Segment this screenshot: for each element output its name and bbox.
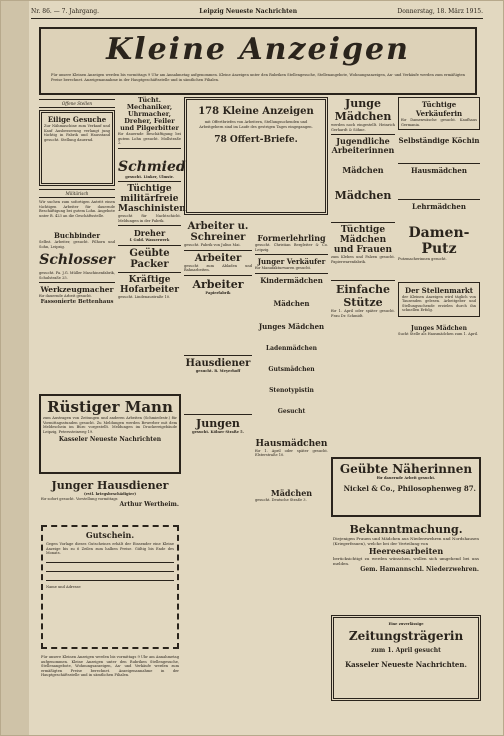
section-heading: Offene Stellen — [39, 99, 115, 108]
ad-body: gesucht. Christian Bergleiter & Co. Leipzig. — [255, 243, 328, 252]
ad-subtitle: Papierfabrik — [205, 290, 231, 295]
ad-body: gesucht. Fa. J.G. Müller Maschinenfabrik, Schulstraße 25. — [39, 271, 115, 280]
ad-title: Dreher — [133, 228, 166, 238]
ad-signature: Kasseler Neueste Nachrichten. — [345, 659, 467, 669]
ad-title: Stenotypistin — [269, 386, 314, 394]
ad-body: gesucht. R. Meyerhoff — [195, 369, 241, 373]
ad-body: Selbst. Arbeiter, gesucht. Pilhorn und Sohn, Leipzig. — [39, 240, 115, 249]
ad-eilige-gesuche — [39, 110, 115, 186]
ad-title: Fassonierte Bettenhaus — [40, 298, 114, 305]
ad-body: für 1. April oder später gesucht. Elsterstraße 10. — [255, 448, 328, 457]
ad-178-anzeigen — [184, 97, 328, 215]
footer-text: Für unsere Kleinen Anzeigen werden bis vormittags 9 Uhr am Annahmetag aufgenommen. Kleine Anzeigen unter den Rubriken Stellengesuche, Stellenangebote, Wohnungsanzeigen, An- und Verkäufe werden zum ermäßigten Preise berechnet. Anzeigenannahme in der Hauptgeschäftsstelle und in sämtlichen Filialen. — [41, 655, 179, 677]
ad-hausdiener — [39, 477, 181, 521]
ad-title: Eilige Gesuche — [47, 115, 107, 124]
ad-body: Zur Nähmaschine zum Verkauf und Kauf Ausbesserung verlangt jung tüchtig in Fabrik und Hausstand gesucht. Stellung dauernd. — [44, 124, 110, 142]
ad-title: Geübte Näherinnen — [339, 462, 473, 476]
ad-body: berücksichtigt zu werden wünschen, wollen sich umgehend bei uns melden. — [333, 556, 479, 566]
ad-body: werden noch eingestellt. Heinrich Gerhardt & Söhne. — [331, 123, 395, 132]
issue-date: Donnerstag, 18. März 1915. — [397, 7, 483, 15]
banner-subtitle: Für unsere Kleinen Anzeigen werden bis vormittags 9 Uhr am Annahmetag aufgenommen. Kleine Anzeigen unter den Rubriken Stellengesuche, Stellenangebote, Wohnungsanzeigen, An- und Verkäufe werden zum ermäßigten Preise berechnet. Anzeigenannahme in der Hauptgeschäftsstelle und in sämtlichen Filialen. — [51, 73, 465, 82]
ad-title: Jugendliche Arbeiterinnen — [331, 136, 395, 155]
ad-body: Diejenigen Frauen und Mädchen aus Niederzwehren und Nordshausen (Kriegerfrauen), welche bei der Verteilung von — [333, 536, 479, 546]
ad-title: Arbeiter — [192, 277, 244, 291]
ad-title: Tüchtige Mädchen und Frauen — [333, 225, 393, 255]
ad-body: der Kleinen Anzeigen wird täglich von Tausenden gelesen. Arbeitgeber und Stellungsuchende erzielen durch ihn schnellen Erfolg. — [402, 294, 476, 312]
ad-body: gesucht für Nachtschicht. Meldungen in der Fabrik. — [118, 214, 181, 223]
ad-title: Junger Verkäufer — [257, 257, 326, 266]
ad-body: für 1. April oder später gesucht. Frau Dr. Schmidt. — [331, 309, 395, 318]
column-3a — [184, 221, 252, 434]
ad-title: 178 Kleine Anzeigen — [198, 106, 314, 117]
page-header — [31, 5, 483, 17]
ad-body: gesucht. Kölner Straße 5. — [192, 429, 244, 434]
ad-title: Formerlehrling — [257, 233, 326, 243]
ad-body: Wir suchen zum sofortigen Antritt einen tüchtigen Arbeiter für dauernde Beschäftigung bei gutem Lohn. Angebote unter B. 423 an die Geschäftsstelle. — [39, 200, 115, 218]
column-3 — [184, 97, 328, 218]
ad-title: Damen-Putz — [408, 225, 470, 257]
header-rule — [31, 18, 483, 19]
ad-subtitle: (evtl. kriegsbeschädigter) — [83, 492, 137, 496]
binding-gutter — [1, 1, 29, 736]
ad-title: Junge Mädchen — [334, 97, 392, 123]
ad-title: Gutsmädchen — [268, 365, 315, 373]
ad-title: Arbeiter u. Schreiner — [187, 221, 249, 243]
ad-footer: 78 Offert-Briefe. — [214, 135, 298, 145]
ad-title: Der Stellenmarkt — [405, 285, 473, 295]
banner-title: Kleine Anzeigen — [106, 32, 410, 67]
ad-title: Mädchen — [342, 165, 384, 175]
ad-emphasis: Heereesarbeiten — [368, 546, 444, 556]
ad-body: gesucht zum Abladen und Bahnarbeiten. — [184, 263, 252, 272]
ad-body: Sucht Stelle als Hausmädchen zum 1. April. — [398, 331, 479, 336]
coupon-title: Gutschein. — [85, 530, 135, 540]
ad-zeitungstraegerin — [331, 615, 481, 701]
ad-title: Mädchen — [273, 298, 310, 308]
column-4 — [331, 97, 395, 318]
ad-title: Kindermädchen — [260, 275, 323, 285]
ad-title: Rüstiger Mann — [47, 398, 173, 416]
ad-stellenmarkt — [398, 282, 480, 317]
ad-body: zum Austragen von Zeitungen und anderen Arbeiten (Schmiedestr.) für Vormittagsstunden gesucht. Zu Meldungen werden Bewerber mit dem Meldeschein im Büro vorgestellt. Meldungen im Druckereigebäude Leipzig, Peterssteinweg 19. — [43, 416, 177, 434]
column-1 — [39, 97, 115, 305]
ad-title: Zeitungsträgerin — [348, 628, 464, 643]
ad-signature: Kasseler Neueste Nachrichten — [58, 436, 162, 443]
ad-title: Buchbinder — [53, 231, 101, 240]
ad-title: Lehrmädchen — [412, 202, 466, 211]
ad-body: für Damenwäsche gesucht. Kaufhaus Germania. — [401, 118, 477, 127]
ad-title: Junger Hausdiener — [51, 479, 169, 492]
ad-title: Schmied — [118, 158, 186, 175]
ad-title: Schlosser — [39, 252, 115, 268]
ad-title: Werkzeugmacher — [40, 285, 114, 294]
ad-title: Mädchen — [270, 487, 313, 498]
ad-title: Tücht. Mechaniker, Uhrmacher, Dreher, Feiler und Pilgerbitter — [120, 96, 179, 132]
ad-ruestiger-mann — [39, 394, 181, 474]
ad-title: Hausdiener — [185, 358, 251, 369]
ad-body: für dauernde Arbeit gesucht. — [376, 476, 436, 480]
ad-title: Kräftige Hofarbeiter — [119, 274, 179, 295]
divider — [39, 282, 115, 283]
ad-title: Selbständige Köchin — [398, 136, 480, 145]
ad-body: gesucht. Deutsche Straße 3. — [255, 497, 307, 502]
column-3b — [255, 221, 328, 502]
ad-subtitle: f. Gold. Wasserwerk — [129, 238, 170, 242]
ad-title: Einfache Stütze — [335, 283, 391, 309]
column-2 — [118, 96, 186, 299]
ad-bekanntmachung — [331, 521, 481, 611]
ad-title: Ladenmädchen — [265, 344, 318, 352]
ad-title: Jungen — [196, 416, 240, 430]
ad-title: Mädchen — [334, 189, 392, 202]
ad-title: Tüchtige Verkäuferin — [415, 100, 463, 118]
ad-body: Putzmacherinnen gesucht. — [398, 257, 447, 261]
ad-body: gesucht. Linker, Ulmstr. — [125, 174, 174, 179]
ad-body: gesucht. Fabrik von Julius Mai. — [184, 243, 241, 247]
ad-title: Bekanntmachung. — [349, 523, 463, 536]
ad-title: Arbeiter — [194, 252, 242, 264]
ad-title: Hausmädchen — [255, 438, 328, 449]
coupon-footer: Name und Adresse — [46, 584, 81, 589]
ad-title: Tüchtige militärfreie Maschinisten — [118, 184, 186, 214]
coupon-body: Gegen Vorlage dieses Gutscheines erhält der Einsender eine Kleine Anzeige bis zu 6 Zeilen zum halben Preise. Gültig bis Ende des Monats. — [46, 542, 174, 555]
ad-body: für sofort gesucht. Vorstellung vormittags — [41, 496, 118, 501]
ad-signature: Gem. Hamannschl. Niederzwehren. — [360, 566, 479, 573]
section-heading: Militärisch — [39, 189, 115, 198]
ad-title: Hausmädchen — [411, 166, 467, 175]
paper-name: Leipzig Neueste Nachrichten — [199, 7, 298, 15]
ad-signature: Nickel & Co., Philosophenweg 87. — [343, 483, 476, 493]
issue-number: Nr. 86. — 7. Jahrgang. — [31, 7, 100, 15]
ad-body: zum 1. April gesucht — [371, 646, 441, 654]
ad-body: zum Kleben und Falzen gesucht. Papierwarenfabrik. — [331, 255, 395, 264]
column-5 — [398, 97, 480, 336]
ad-naeherinnen — [331, 457, 481, 517]
kleine-anzeigen-banner — [39, 27, 477, 95]
ad-title: Geübte Packer — [129, 247, 170, 270]
ad-body: mit Offertbriefen von Arbeitern, Stellungsuchenden und Arbeitgebern sind im Laufe des gestrigen Tages eingegangen. — [199, 120, 313, 129]
ad-title: Gesucht — [277, 407, 306, 415]
ad-body: gesucht. Lindenaustraße 10. — [118, 294, 171, 299]
footer-notice — [41, 655, 179, 717]
coupon-gutschein — [41, 525, 179, 649]
ad-title: Junges Mädchen — [411, 324, 467, 332]
ad-body: für dauernde Beschäftigung bei gutem Lohn gesucht. Mollstraße 2. — [118, 132, 181, 145]
ad-verkaeuferin — [398, 97, 480, 130]
ad-body: für dauernde Arbeit gesucht. — [39, 294, 92, 298]
ad-body: für Manufakturwaren gesucht. — [255, 266, 312, 270]
ad-title: Junges Mädchen — [258, 321, 325, 331]
ad-subtitle: Eine zuverlässige — [388, 622, 424, 626]
ad-signature: Arthur Wertheim. — [119, 501, 179, 508]
